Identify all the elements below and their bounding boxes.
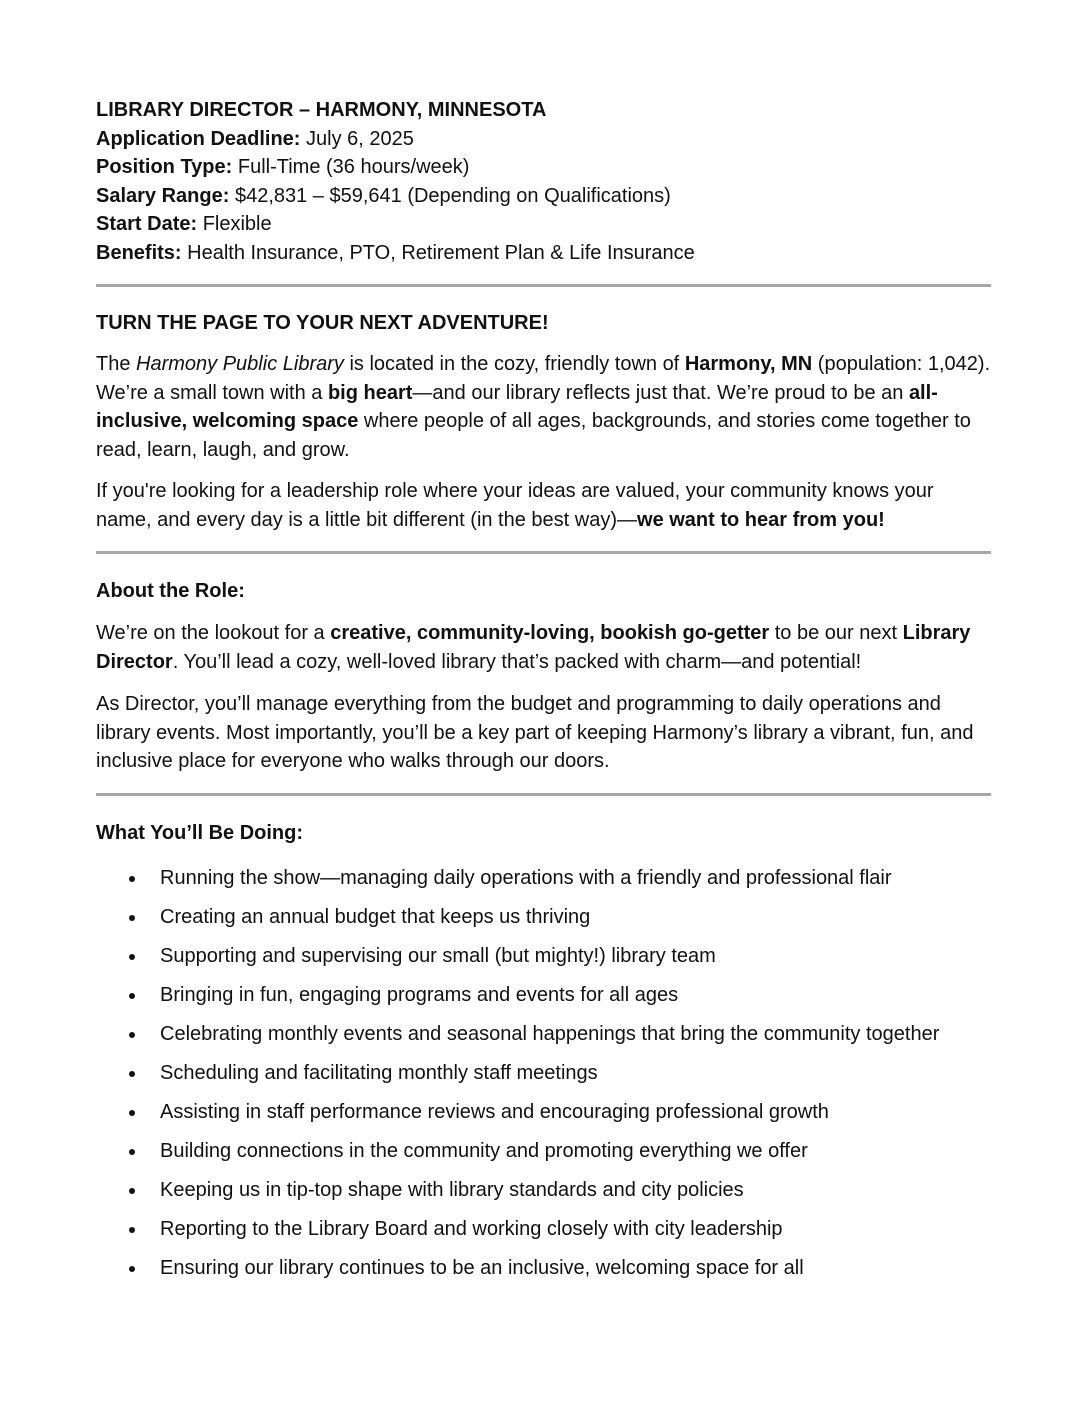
list-item (96, 1020, 992, 1048)
bullet-icon (129, 1227, 135, 1233)
bullet-icon (129, 993, 135, 999)
field-label: Application Deadline: (96, 127, 301, 150)
text: to be our next (769, 622, 903, 644)
call-to-action: we want to hear from you! (637, 508, 885, 531)
bullet-icon (129, 1266, 135, 1272)
emphasis: all-inclusive, welcoming space (96, 381, 938, 432)
intro-section (96, 309, 992, 534)
text: —and our library reflects just that. We’re proud to be an (412, 381, 909, 404)
bullet-icon (129, 915, 135, 921)
text: The (96, 353, 137, 375)
list-item (96, 1254, 992, 1282)
list-item-text: Ensuring our library continues to be an inclusive, welcoming space for all (160, 1256, 804, 1279)
field-value: July 6, 2025 (300, 127, 414, 150)
list-item (96, 1059, 992, 1087)
field-value: Flexible (197, 213, 272, 235)
field-label: Benefits: (96, 241, 182, 264)
intro-paragraph-1 (96, 350, 992, 464)
list-item (96, 864, 992, 892)
bullet-icon (129, 1110, 135, 1116)
emphasis: big heart (327, 381, 413, 404)
list-item-text: Assisting in staff performance reviews and encouraging professional growth (160, 1100, 829, 1123)
posting-title: LIBRARY DIRECTOR – HARMONY, MINNESOTA (96, 99, 547, 121)
list-item (96, 1176, 992, 1204)
duties-section (96, 819, 992, 1282)
field-value: $42,831 – $59,641 (Depending on Qualifications) (229, 184, 671, 207)
bullet-icon (129, 876, 135, 882)
emphasis: Library Director (96, 622, 971, 673)
list-item (96, 1137, 992, 1165)
list-item (96, 981, 992, 1009)
field-position-type (96, 153, 992, 182)
field-label: Position Type: (96, 156, 233, 178)
about-section (96, 577, 992, 776)
field-benefits (96, 239, 992, 268)
text: If you're looking for a leadership role where your ideas are valued, your community knows your name, and every day is a little bit different (in the best way)— (96, 480, 934, 531)
bullet-icon (129, 1188, 135, 1194)
list-item-text: Keeping us in tip-top shape with library standards and city policies (160, 1178, 744, 1201)
list-item-text: Scheduling and facilitating monthly staff meetings (160, 1061, 598, 1084)
list-item-text: Creating an annual budget that keeps us thriving (160, 905, 591, 928)
divider (96, 284, 991, 287)
intro-paragraph-2 (96, 477, 992, 534)
list-item-text: Running the show—managing daily operations with a friendly and professional flair (160, 866, 892, 889)
emphasis: creative, community-loving, bookish go-getter (330, 622, 770, 644)
list-item (96, 903, 992, 931)
about-paragraph-1 (96, 619, 992, 676)
list-item-text: Supporting and supervising our small (but mighty!) library team (160, 944, 716, 967)
duties-list (96, 864, 992, 1282)
divider (96, 551, 991, 554)
bullet-icon (129, 1032, 135, 1038)
list-item-text: Reporting to the Library Board and working closely with city leadership (160, 1217, 783, 1240)
intro-heading: TURN THE PAGE TO YOUR NEXT ADVENTURE! (96, 312, 549, 334)
field-label: Salary Range: (96, 184, 230, 207)
about-heading: About the Role: (96, 580, 245, 602)
duties-heading: What You’ll Be Doing: (96, 821, 304, 844)
field-application-deadline (96, 125, 992, 154)
field-salary-range (96, 182, 992, 211)
library-name: Harmony Public Library (136, 353, 344, 375)
bullet-icon (129, 1149, 135, 1155)
field-label: Start Date: (96, 213, 198, 235)
bullet-icon (129, 954, 135, 960)
text: where people of all ages, backgrounds, and stories come together to read, learn, laugh, and grow. (96, 410, 971, 461)
job-posting-page (96, 96, 992, 1293)
list-item-text: Celebrating monthly events and seasonal happenings that bring the community together (160, 1022, 940, 1045)
text: (population: 1,042). We’re a small town with a (96, 353, 991, 404)
field-start-date (96, 210, 992, 239)
list-item (96, 1215, 992, 1243)
town-name: Harmony, MN (684, 353, 813, 375)
list-item (96, 1098, 992, 1126)
text: is located in the cozy, friendly town of (343, 353, 685, 375)
text: . You’ll lead a cozy, well-loved library that’s packed with charm—and potential! (172, 650, 862, 673)
divider (96, 793, 991, 796)
list-item-text: Bringing in fun, engaging programs and events for all ages (160, 983, 679, 1006)
posting-header (96, 96, 992, 267)
list-item-text: Building connections in the community and promoting everything we offer (160, 1139, 808, 1162)
about-paragraph-2: As Director, you’ll manage everything from the budget and programming to daily operations and library events. Most importantly, you’ll be a key part of keeping Harmony’s library a vibrant, fun, and inclusive place for everyone who walks through our doors. (96, 693, 974, 772)
text: We’re on the lookout for a (96, 622, 331, 644)
field-value: Full-Time (36 hours/week) (232, 156, 470, 178)
list-item (96, 942, 992, 970)
field-value: Health Insurance, PTO, Retirement Plan & Life Insurance (181, 241, 695, 264)
bullet-icon (129, 1071, 135, 1077)
